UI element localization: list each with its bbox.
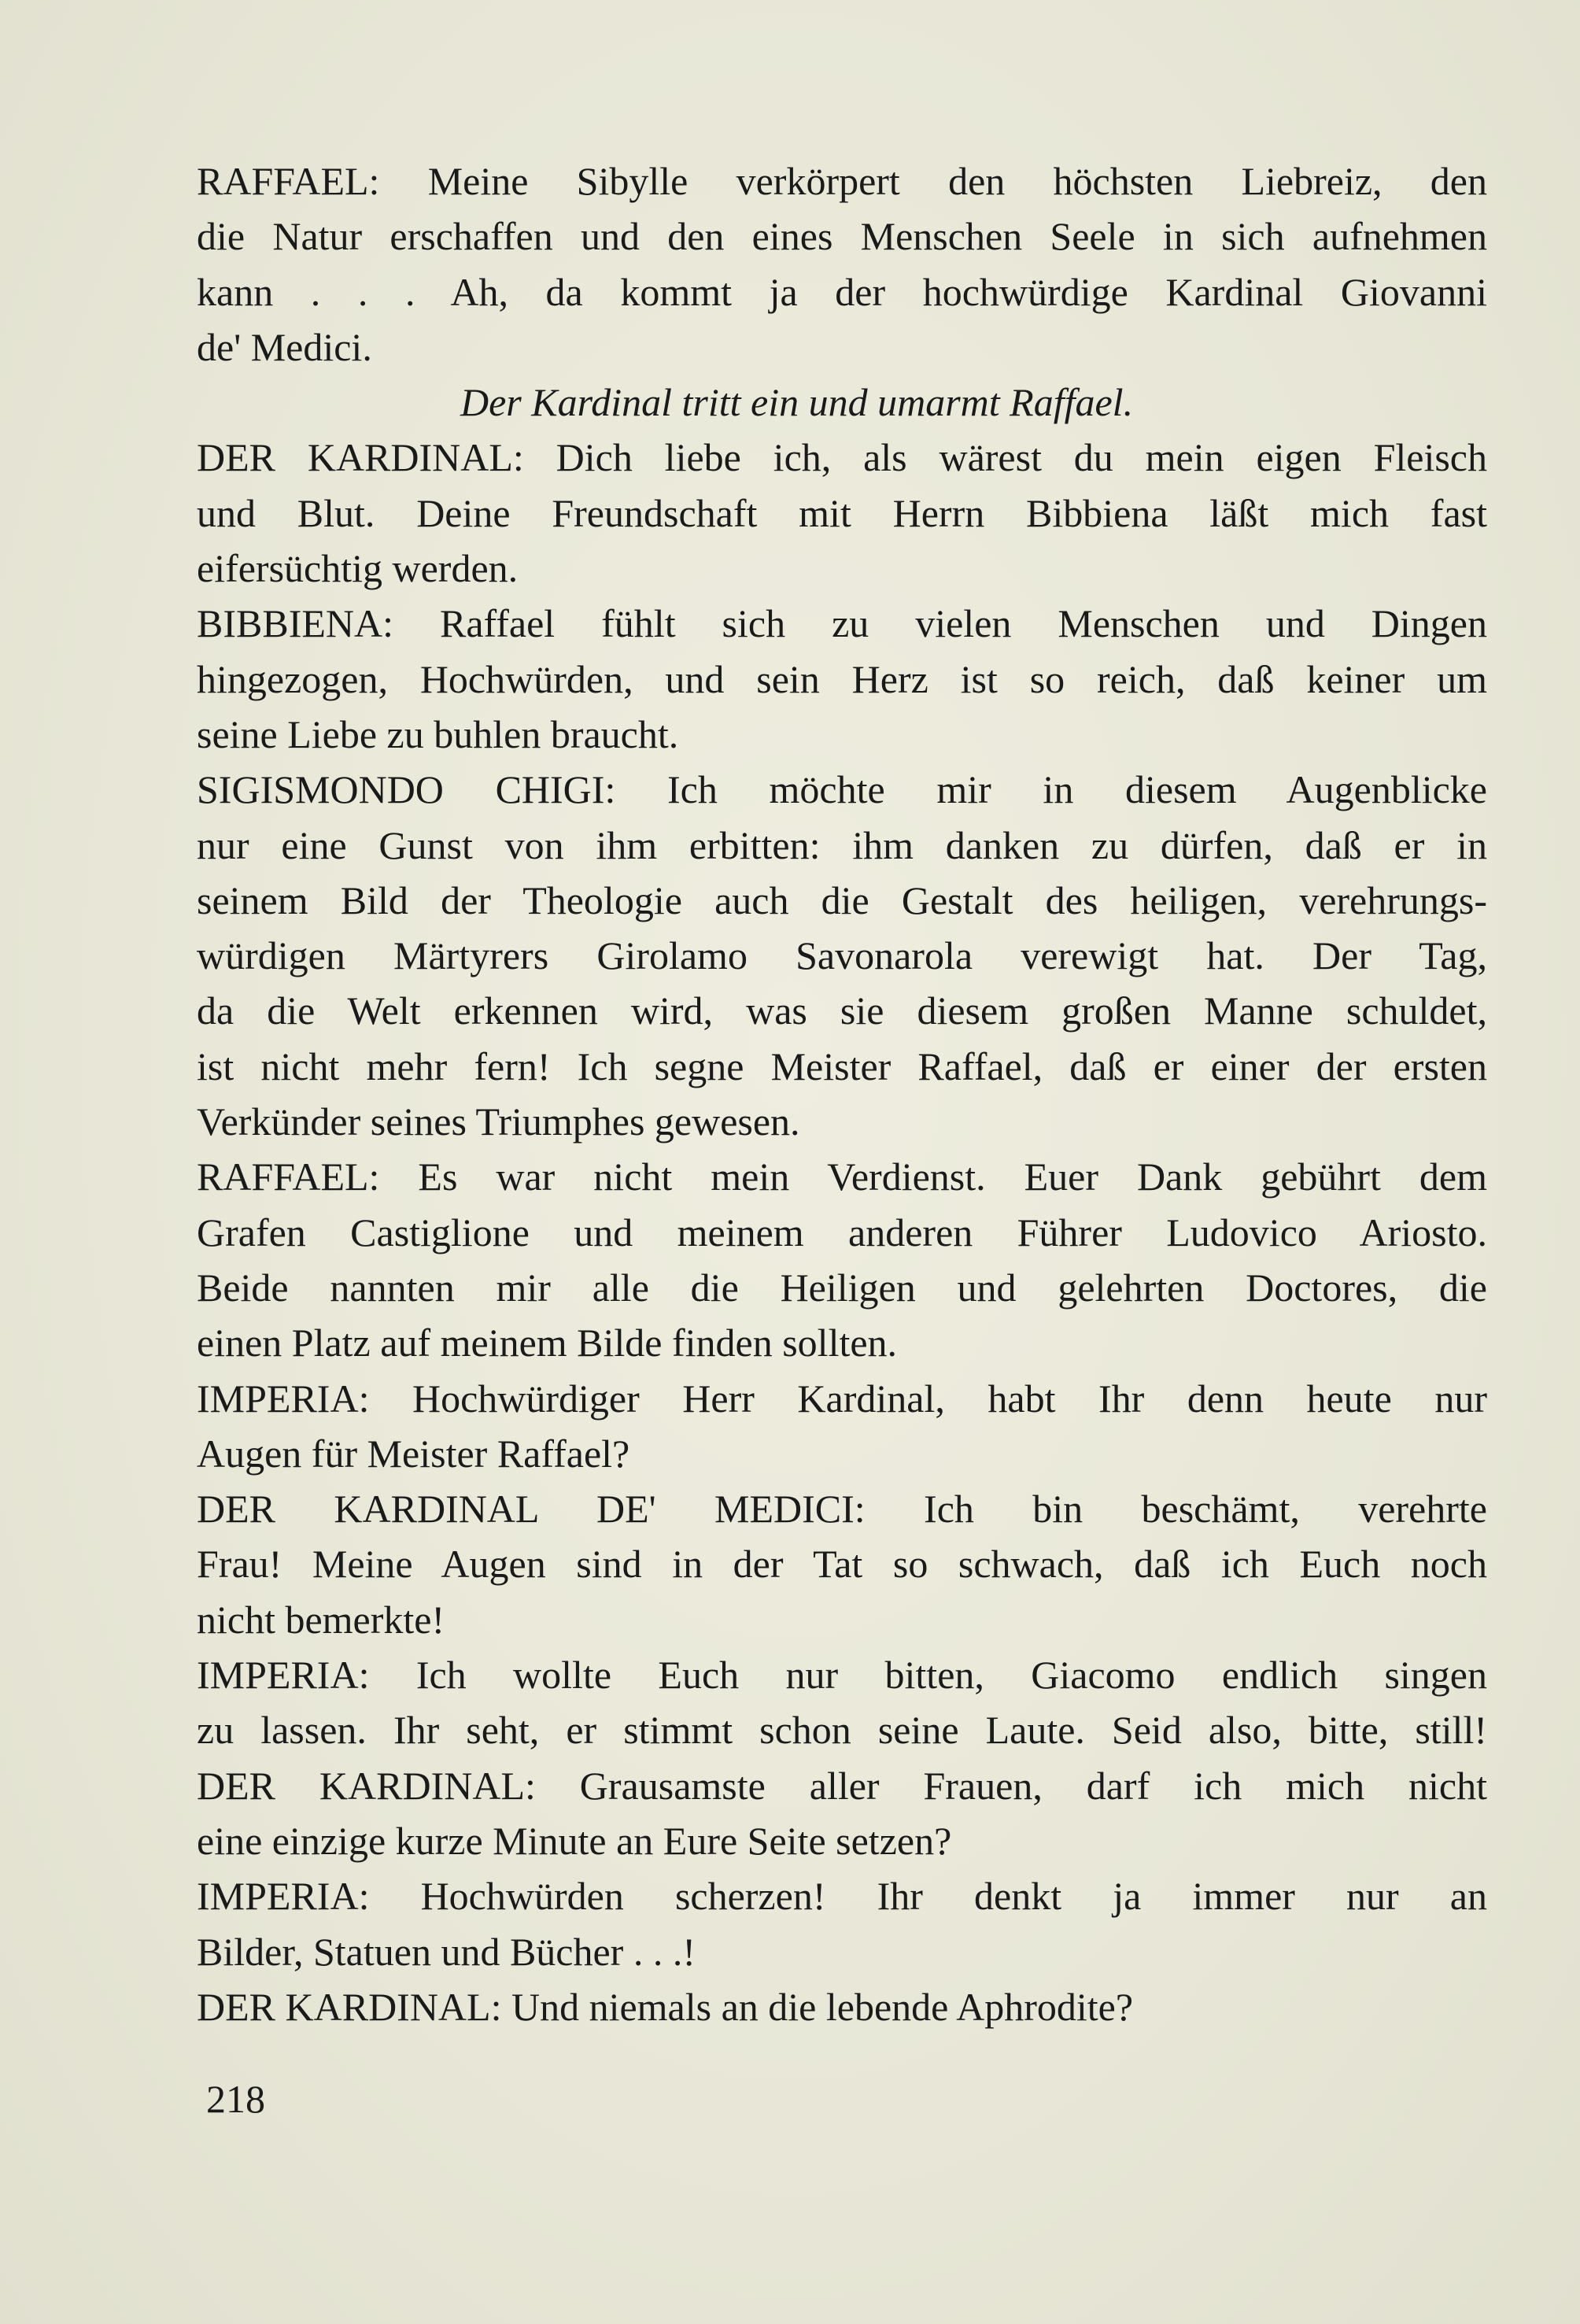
text-line: IMPERIA: Hochwürdiger Herr Kardinal, habt Ihr denn heute nur: [197, 1376, 1487, 1421]
text-line: hingezogen, Hochwürden, und sein Herz ist so reich, daß keiner um: [197, 656, 1487, 701]
text-line: kann . . . Ah, da kommt ja der hochwürdige Kardinal Giovanni: [197, 269, 1487, 314]
text-line: ist nicht mehr fern! Ich segne Meister Raffael, daß er einer der ersten: [197, 1044, 1487, 1088]
text-line: DER KARDINAL DE' MEDICI: Ich bin beschämt, verehrte: [197, 1487, 1487, 1531]
play-text: [197, 153, 1487, 2034]
text-line: DER KARDINAL: Und niemals an die lebende Aphrodite?: [197, 1984, 1134, 2029]
stage-direction: Der Kardinal tritt ein und umarmt Raffael.: [460, 380, 1134, 425]
text-line: eine einzige kurze Minute an Eure Seite setzen?: [197, 1818, 952, 1863]
text-line: Verkünder seines Triumphes gewesen.: [197, 1099, 800, 1144]
text-line: RAFFAEL: Meine Sibylle verkörpert den höchsten Liebreiz, den: [197, 159, 1487, 203]
text-line: IMPERIA: Hochwürden scherzen! Ihr denkt ja immer nur an: [197, 1874, 1487, 1919]
page-number: 218: [206, 2077, 265, 2121]
text-line: da die Welt erkennen wird, was sie diesem großen Manne schuldet,: [197, 988, 1487, 1033]
text-line: DER KARDINAL: Grausamste aller Frauen, darf ich mich nicht: [197, 1763, 1487, 1808]
text-line: zu lassen. Ihr seht, er stimmt schon seine Laute. Seid also, bitte, still!: [197, 1708, 1487, 1753]
text-line: SIGISMONDO CHIGI: Ich möchte mir in diesem Augenblicke: [197, 767, 1487, 812]
text-line: und Blut. Deine Freundschaft mit Herrn Bibbiena läßt mich fast: [197, 490, 1487, 535]
text-line: Grafen Castiglione und meinem anderen Führer Ludovico Ariosto.: [197, 1210, 1487, 1254]
text-line: eifersüchtig werden.: [197, 546, 519, 591]
text-line: seine Liebe zu buhlen braucht.: [197, 711, 679, 756]
text-line: die Natur erschaffen und den eines Menschen Seele in sich aufnehmen: [197, 214, 1487, 259]
text-line: Frau! Meine Augen sind in der Tat so schwach, daß ich Euch noch: [197, 1542, 1487, 1587]
text-line: nicht bemerkte!: [197, 1597, 445, 1642]
text-line: de' Medici.: [197, 324, 372, 369]
text-line: einen Platz auf meinem Bilde finden sollten.: [197, 1321, 898, 1365]
text-line: RAFFAEL: Es war nicht mein Verdienst. Euer Dank gebührt dem: [197, 1155, 1487, 1199]
text-line: Augen für Meister Raffael?: [197, 1431, 630, 1476]
text-line: BIBBIENA: Raffael fühlt sich zu vielen Menschen und Dingen: [197, 601, 1487, 646]
text-line: seinem Bild der Theologie auch die Gestalt des heiligen, verehrungs-: [197, 878, 1487, 922]
text-line: Bilder, Statuen und Bücher . . .!: [197, 1929, 696, 1974]
text-line: Beide nannten mir alle die Heiligen und gelehrten Doctores, die: [197, 1265, 1487, 1310]
text-line: nur eine Gunst von ihm erbitten: ihm danken zu dürfen, daß er in: [197, 822, 1487, 867]
text-line: DER KARDINAL: Dich liebe ich, als wärest du mein eigen Fleisch: [197, 435, 1487, 480]
text-line: würdigen Märtyrers Girolamo Savonarola verewigt hat. Der Tag,: [197, 933, 1487, 978]
text-line: IMPERIA: Ich wollte Euch nur bitten, Giacomo endlich singen: [197, 1653, 1487, 1698]
